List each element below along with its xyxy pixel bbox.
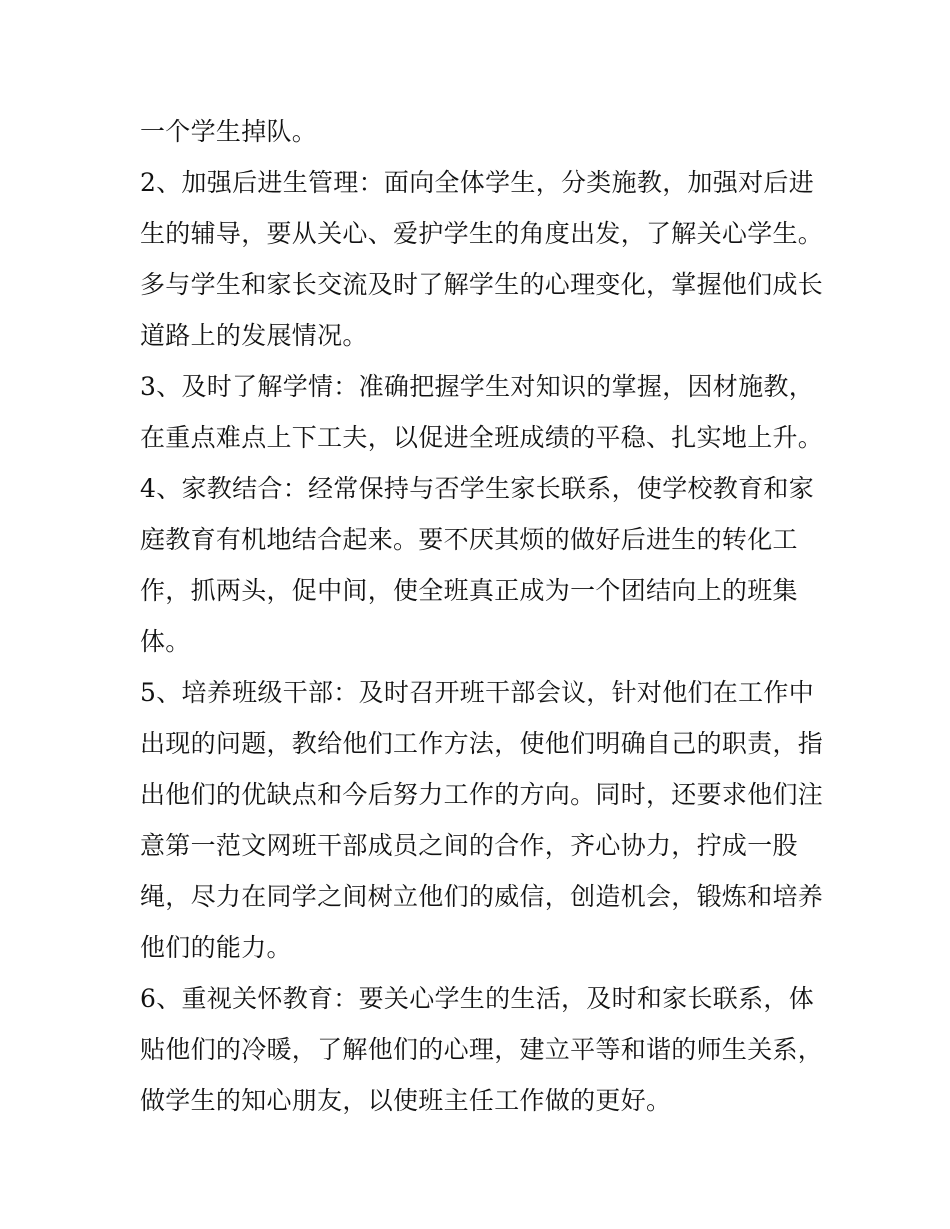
text-line-16: 绳，尽力在同学之间树立他们的威信，创造机会，锻炼和培养: [140, 882, 824, 911]
text-line-4: 多与学生和家长交流及时了解学生的心理变化，掌握他们成长: [140, 270, 824, 299]
text-line-1: 一个学生掉队。: [140, 117, 318, 146]
text-line-14: 出他们的优缺点和今后努力工作的方向。同时，还要求他们注: [140, 780, 824, 809]
text-line-6: 3、及时了解学情：准确把握学生对知识的掌握，因材施教，: [140, 372, 815, 401]
text-line-12: 5、培养班级干部：及时召开班干部会议，针对他们在工作中: [140, 678, 815, 707]
document-body: [140, 106, 830, 1126]
text-line-2: 2、加强后进生管理：面向全体学生，分类施教，加强对后进: [140, 168, 815, 197]
text-line-18: 6、重视关怀教育：要关心学生的生活，及时和家长联系，体: [140, 984, 815, 1013]
text-line-8: 4、家教结合：经常保持与否学生家长联系，使学校教育和家: [140, 474, 815, 503]
text-line-13: 出现的问题，教给他们工作方法，使他们明确自己的职责，指: [140, 729, 824, 758]
text-line-7: 在重点难点上下工夫，以促进全班成绩的平稳、扎实地上升。: [140, 423, 824, 452]
text-line-5: 道路上的发展情况。: [140, 321, 368, 350]
text-line-9: 庭教育有机地结合起来。要不厌其烦的做好后进生的转化工: [140, 525, 798, 554]
text-line-20: 做学生的知心朋友，以使班主任工作做的更好。: [140, 1086, 672, 1115]
text-line-3: 生的辅导，要从关心、爱护学生的角度出发，了解关心学生。: [140, 219, 824, 248]
text-line-17: 他们的能力。: [140, 933, 292, 962]
text-line-10: 作，抓两头，促中间，使全班真正成为一个团结向上的班集: [140, 576, 798, 605]
text-line-15: 意第一范文网班干部成员之间的合作，齐心协力，拧成一股: [140, 831, 798, 860]
text-line-19: 贴他们的冷暖，了解他们的心理，建立平等和谐的师生关系，: [140, 1035, 824, 1064]
text-line-11: 体。: [140, 627, 191, 656]
